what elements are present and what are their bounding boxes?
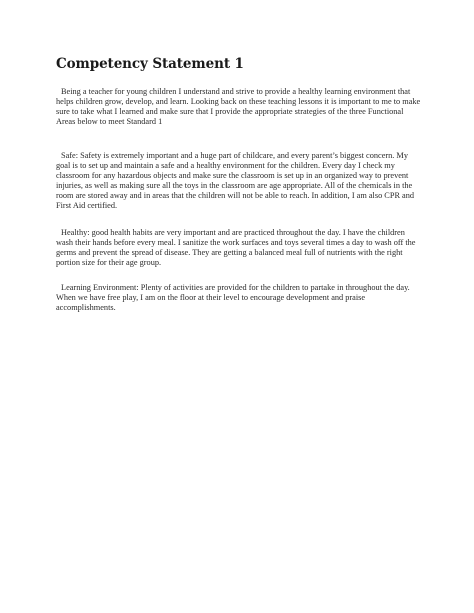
safe-paragraph: Safe: Safety is extremely important and a huge part of childcare, and every parent’s biggest concern. My goal is to set up and maintain a safe and a healthy environment for the children. Every day I check my classroom for any hazardous objects and make sure the classroom is set up in an organized way to prevent injuries, as well as making sure all the toys in the classroom are age appropriate. All of the chemicals in the room are stored away and in areas that the children will not be able to reach. In addition, I am also CPR and First Aid certified. [56, 151, 415, 211]
intro-paragraph: Being a teacher for young children I understand and strive to provide a healthy learning environment that helps children grow, develop, and learn. Looking back on these teaching lessons it is important to me to make sure to take what I learned and make sure that I provide the appropriate strategies of the three Functional Areas below to meet Standard 1 [56, 87, 421, 127]
learning-environment-paragraph: Learning Environment: Plenty of activities are provided for the children to partake in throughout the day. When we have free play, I am on the floor at their level to encourage development and praise accomplishments. [56, 283, 410, 313]
healthy-paragraph: Healthy: good health habits are very important and are practiced throughout the day. I have the children wash their hands before every meal. I sanitize the work surfaces and toys several times a day to wash off the germs and prevent the spread of disease. They are getting a balanced meal full of nutrients with the right portion size for their age group. [56, 228, 416, 268]
document-title: Competency Statement 1 [56, 56, 244, 72]
